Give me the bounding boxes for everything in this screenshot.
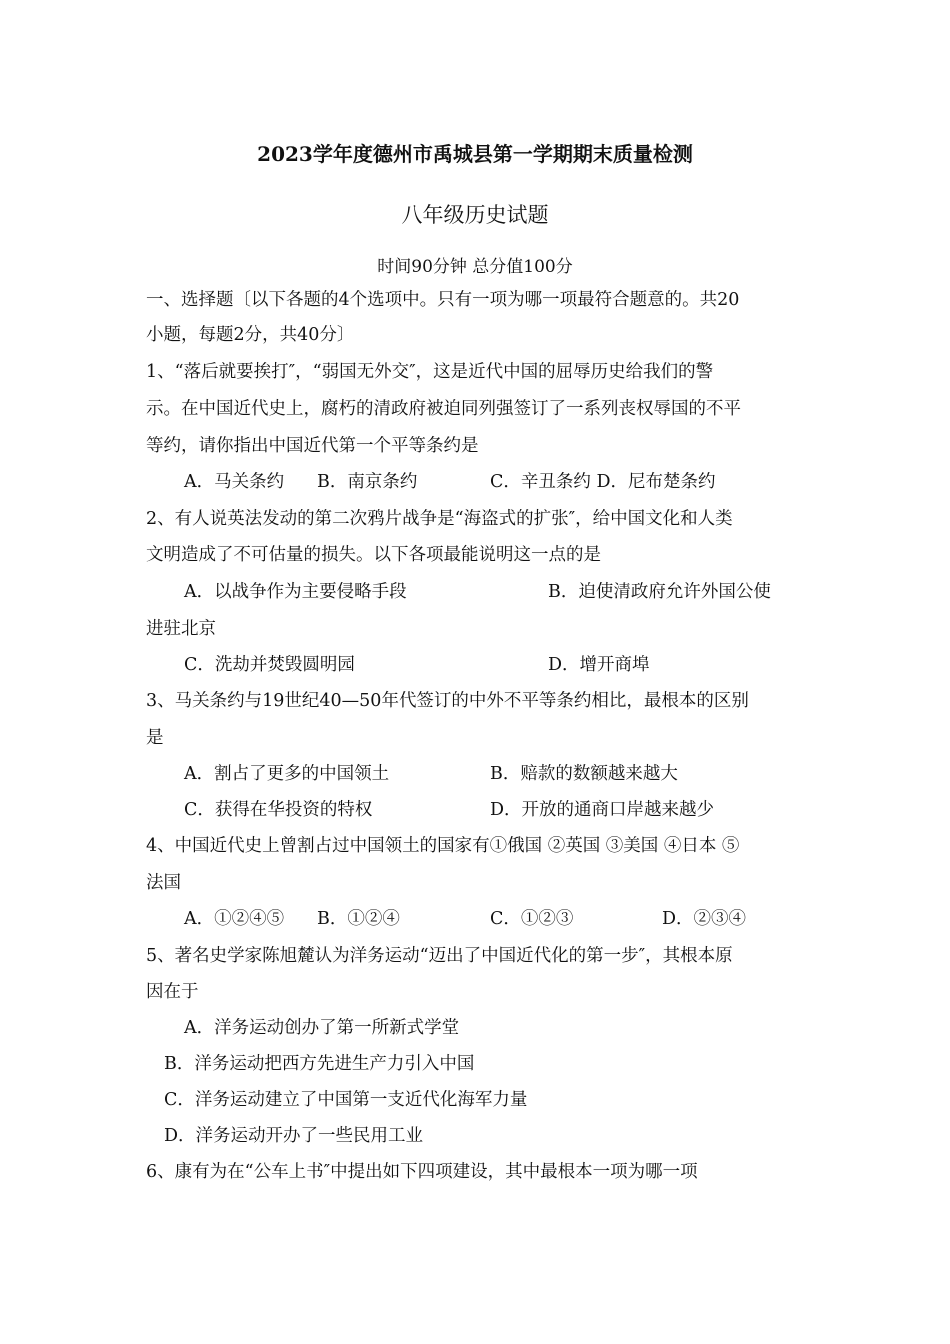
q4-line-2: 法国 (146, 873, 181, 893)
q1-option-b: B．南京条约 (317, 472, 418, 492)
q5-line-1: 5、著名史学家陈旭麓认为洋务运动“迈出了中国近代化的第一步″，其根本原 (146, 946, 733, 966)
q2-line-2: 文明造成了不可估量的损失。以下各项最能说明这一点的是 (146, 545, 601, 565)
q2-option-d: D．增开商埠 (548, 655, 650, 675)
q4-option-d: D．②③④ (662, 909, 747, 929)
q5-option-b: B．洋务运动把西方先进生产力引入中国 (164, 1054, 475, 1074)
section-heading-line-1: 一、选择题〔以下各题的4个选项中。只有一项为哪一项最符合题意的。共20 (146, 290, 740, 310)
q3-line-2: 是 (146, 728, 164, 748)
q6-line-1: 6、康有为在“公车上书″中提出如下四项建设，其中最根本一项为哪一项 (146, 1162, 698, 1182)
q2-option-c: C．洗劫并焚毁圆明园 (184, 655, 355, 675)
q5-option-a: A．洋务运动创办了第一所新式学堂 (184, 1018, 460, 1038)
q4-line-1: 4、中国近代史上曾割占过中国领土的国家有①俄国 ②英国 ③美国 ④日本 ⑤ (146, 836, 740, 856)
exam-subtitle: 八年级历史试题 (401, 203, 549, 227)
q1-option-cd: C．辛丑条约 D．尼布楚条约 (490, 472, 716, 492)
q2-option-b-continued: 进驻北京 (146, 619, 216, 639)
q5-option-d: D．洋务运动开办了一些民用工业 (164, 1126, 424, 1146)
q2-option-b: B．迫使清政府允许外国公使 (548, 582, 771, 602)
q1-line-1: 1、“落后就要挨打″，“弱国无外交″，这是近代中国的屈辱历史给我们的警 (146, 362, 714, 382)
q2-line-1: 2、有人说英法发动的第二次鸦片战争是“海盗式的扩张″，给中国文化和人类 (146, 509, 733, 529)
q3-option-a: A．割占了更多的中国领土 (184, 764, 390, 784)
exam-info: 时间90分钟 总分值100分 (377, 257, 573, 277)
q5-line-2: 因在于 (146, 982, 199, 1002)
q3-option-c: C．获得在华投资的特权 (184, 800, 373, 820)
exam-title: 2023学年度德州市禹城县第一学期期末质量检测 (257, 142, 693, 166)
q3-option-b: B．赔款的数额越来越大 (490, 764, 678, 784)
q1-option-a: A．马关条约 (184, 472, 285, 492)
q1-line-3: 等约，请你指出中国近代第一个平等条约是 (146, 436, 479, 456)
q5-option-c: C．洋务运动建立了中国第一支近代化海军力量 (164, 1090, 528, 1110)
q4-option-a: A．①②④⑤ (184, 909, 285, 929)
q3-option-d: D．开放的通商口岸越来越少 (490, 800, 715, 820)
section-heading-line-2: 小题，每题2分，共40分〕 (146, 325, 355, 345)
q3-line-1: 3、马关条约与19世纪40—50年代签订的中外不平等条约相比，最根本的区别 (146, 691, 749, 711)
q2-option-a: A．以战争作为主要侵略手段 (184, 582, 407, 602)
q4-option-b: B．①②④ (317, 909, 400, 929)
q4-option-c: C．①②③ (490, 909, 574, 929)
q1-line-2: 示。在中国近代史上，腐朽的清政府被迫同列强签订了一系列丧权辱国的不平 (146, 399, 741, 419)
